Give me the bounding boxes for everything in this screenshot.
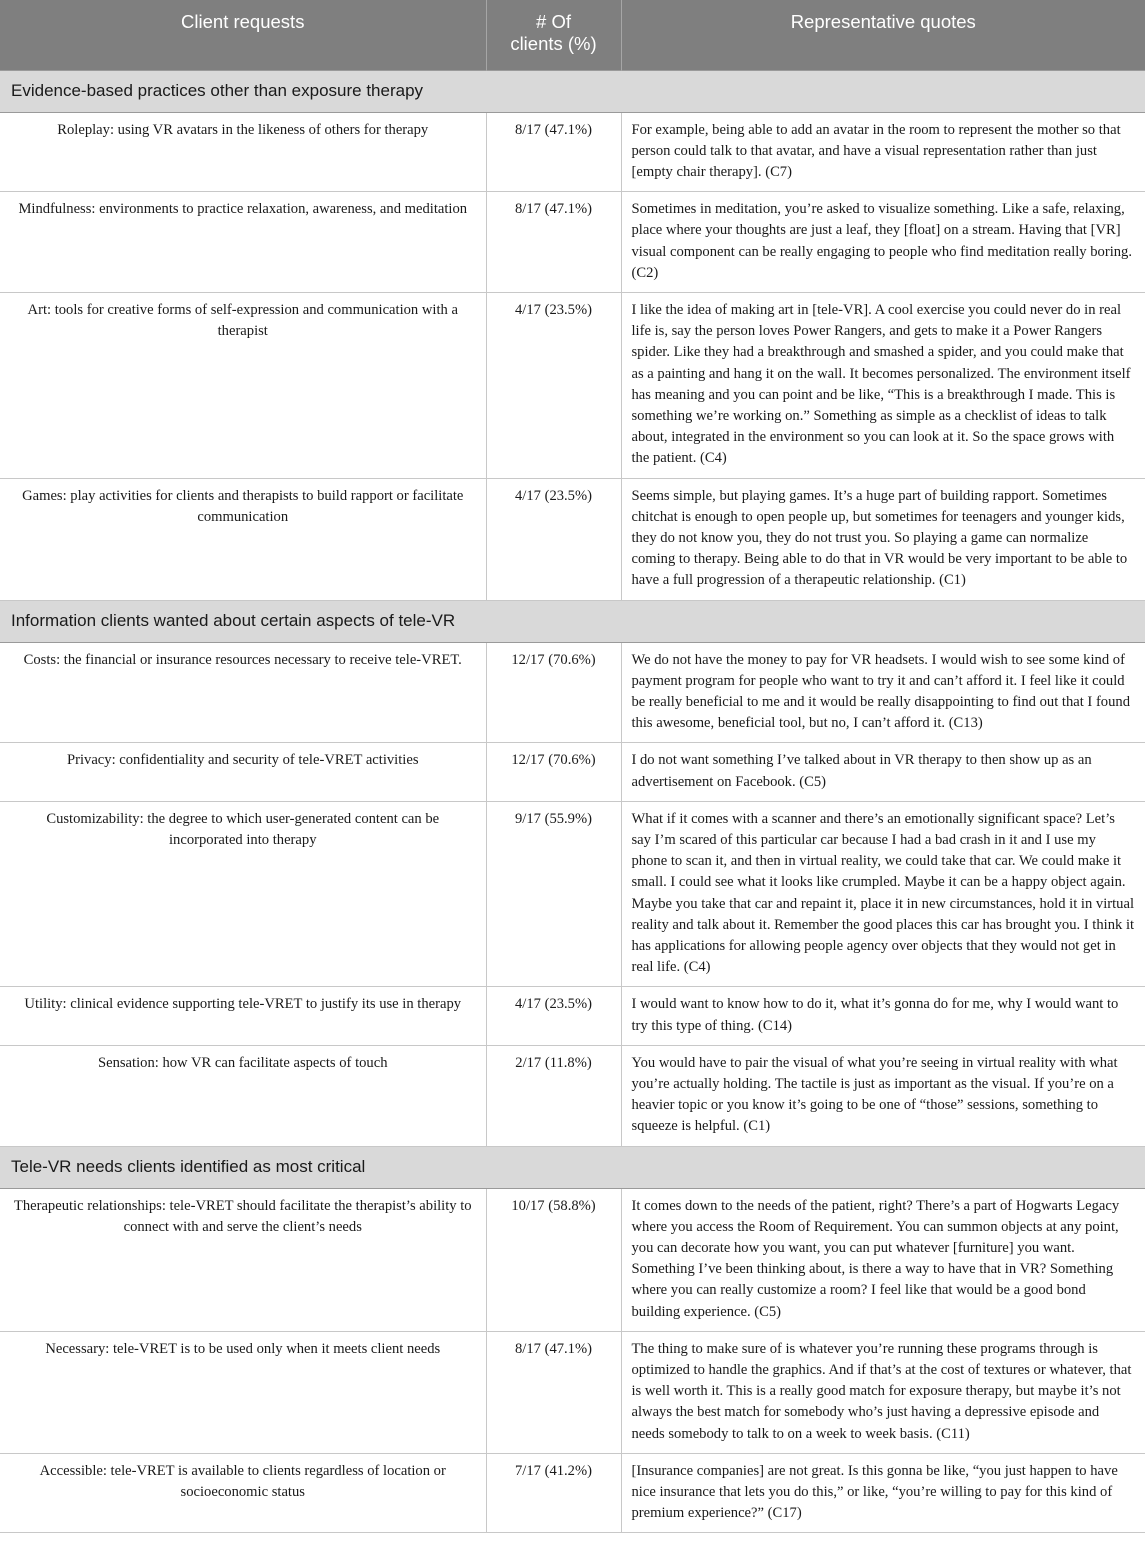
section-header-row bbox=[0, 70, 1145, 112]
client-count-cell: 7/17 (41.2%) bbox=[486, 1453, 621, 1533]
request-cell: Necessary: tele-VRET is to be used only when it meets client needs bbox=[0, 1331, 486, 1453]
request-cell: Privacy: confidentiality and security of tele-VRET activities bbox=[0, 743, 486, 801]
header-num-clients-line1: # Of bbox=[536, 11, 571, 32]
quote-cell: You would have to pair the visual of what you’re seeing in virtual reality with what you’re actually holding. The tactile is just as important as the visual. If you’re on a heavier topic or you know it’s going to be one of “those” sessions, something to squeeze is helpful. (C1) bbox=[621, 1045, 1145, 1146]
table-row bbox=[0, 1453, 1145, 1533]
client-count-cell: 8/17 (47.1%) bbox=[486, 1331, 621, 1453]
request-cell: Sensation: how VR can facilitate aspects of touch bbox=[0, 1045, 486, 1146]
request-cell: Utility: clinical evidence supporting tele-VRET to justify its use in therapy bbox=[0, 987, 486, 1045]
table-row bbox=[0, 192, 1145, 293]
table-row bbox=[0, 743, 1145, 801]
quote-cell: We do not have the money to pay for VR headsets. I would wish to see some kind of payment program for people who want to try it and can’t afford it. I feel like it could be really beneficial to me and it would be really disappointing to find out that I found this awesome, beneficial tool, but no, I can’t afford it. (C13) bbox=[621, 642, 1145, 743]
quote-cell: Sometimes in meditation, you’re asked to visualize something. Like a safe, relaxing, place where your thoughts are just a leaf, they [float] on a stream. Having that [VR] visual component can be really engaging to people who find meditation really boring. (C2) bbox=[621, 192, 1145, 293]
quote-cell: I like the idea of making art in [tele-VR]. A cool exercise you could never do in real life is, say the person loves Power Rangers, and gets to make it a Power Rangers spider. Like they had a breakthrough and smashed a spider, and you could make that as a painting and hang it on the wall. It becomes personalized. The environment itself has meaning and you can point and be like, “This is a breakthrough I made. This is something we’re working on.” Something as simple as a checklist of ideas to talk about, integrated in the environment so you can look at it. So the space grows with the patient. (C4) bbox=[621, 292, 1145, 478]
section-header-row bbox=[0, 600, 1145, 642]
client-count-cell: 8/17 (47.1%) bbox=[486, 192, 621, 293]
table-row bbox=[0, 801, 1145, 987]
section-title: Tele-VR needs clients identified as most critical bbox=[0, 1146, 1145, 1188]
header-num-clients-line2: clients (%) bbox=[510, 33, 597, 54]
quote-cell: The thing to make sure of is whatever you’re running these programs through is optimized to handle the graphics. And if that’s at the cost of textures or whatever, that is well worth it. This is a really good match for exposure therapy, but maybe it’s not always the best match for somebody who’s just having a depressive episode and needs somebody to talk to on a week to week basis. (C11) bbox=[621, 1331, 1145, 1453]
client-count-cell: 12/17 (70.6%) bbox=[486, 642, 621, 743]
table-body bbox=[0, 70, 1145, 1533]
client-count-cell: 4/17 (23.5%) bbox=[486, 987, 621, 1045]
table-row bbox=[0, 1188, 1145, 1331]
quote-cell: It comes down to the needs of the patient, right? There’s a part of Hogwarts Legacy where you access the Room of Requirement. You can summon objects at any point, you can decorate how you want, you can put whatever [furniture] you want. Something I’ve been thinking about, is there a way to have that in VR? Something where you can really customize a room? I feel like that would be a good bond building experience. (C5) bbox=[621, 1188, 1145, 1331]
quote-cell: [Insurance companies] are not great. Is this gonna be like, “you just happen to have nice insurance that lets you do this,” or like, “you’re willing to pay for this kind of premium experience?” (C17) bbox=[621, 1453, 1145, 1533]
quote-cell: For example, being able to add an avatar in the room to represent the mother so that person could talk to that avatar, and have a visual representation rather than just [empty chair therapy]. (C7) bbox=[621, 112, 1145, 192]
header-num-clients bbox=[486, 0, 621, 70]
request-cell: Customizability: the degree to which user-generated content can be incorporated into therapy bbox=[0, 801, 486, 987]
quote-cell: Seems simple, but playing games. It’s a huge part of building rapport. Sometimes chitchat is enough to open people up, but sometimes for teenagers and younger kids, they do not know you, they do not trust you. So playing a game can normalize coming to therapy. Being able to do that in VR would be very important to be able to have a full progression of a therapeutic relationship. (C1) bbox=[621, 478, 1145, 600]
quote-cell: I would want to know how to do it, what it’s gonna do for me, why I would want to try this type of thing. (C14) bbox=[621, 987, 1145, 1045]
client-count-cell: 10/17 (58.8%) bbox=[486, 1188, 621, 1331]
section-title: Information clients wanted about certain aspects of tele-VR bbox=[0, 600, 1145, 642]
section-title: Evidence-based practices other than exposure therapy bbox=[0, 70, 1145, 112]
request-cell: Art: tools for creative forms of self-expression and communication with a therapist bbox=[0, 292, 486, 478]
client-count-cell: 4/17 (23.5%) bbox=[486, 292, 621, 478]
table-row bbox=[0, 478, 1145, 600]
section-header-row bbox=[0, 1146, 1145, 1188]
header-client-requests: Client requests bbox=[0, 0, 486, 70]
table-row bbox=[0, 292, 1145, 478]
table-row bbox=[0, 642, 1145, 743]
table-row bbox=[0, 1045, 1145, 1146]
client-count-cell: 8/17 (47.1%) bbox=[486, 112, 621, 192]
table-row bbox=[0, 112, 1145, 192]
client-count-cell: 9/17 (55.9%) bbox=[486, 801, 621, 987]
quote-cell: I do not want something I’ve talked about in VR therapy to then show up as an advertisement on Facebook. (C5) bbox=[621, 743, 1145, 801]
client-count-cell: 4/17 (23.5%) bbox=[486, 478, 621, 600]
request-cell: Mindfulness: environments to practice relaxation, awareness, and meditation bbox=[0, 192, 486, 293]
request-cell: Costs: the financial or insurance resources necessary to receive tele-VRET. bbox=[0, 642, 486, 743]
quote-cell: What if it comes with a scanner and there’s an emotionally significant space? Let’s say I’m scared of this particular car because I had a bad crash in it and I use my phone to scan it, and then in virtual reality, we could take that car. We could make it small. I could see what it looks like crumpled. Maybe it can be a happy object again. Maybe you take that car and repaint it, place it in new circumstances, hold it in virtual reality and talk about it. Remember the good places this car has brought you. I think it has applications for allowing people agency over objects that they would not get in real life. (C4) bbox=[621, 801, 1145, 987]
request-cell: Games: play activities for clients and therapists to build rapport or facilitate communication bbox=[0, 478, 486, 600]
header-representative-quotes: Representative quotes bbox=[621, 0, 1145, 70]
request-cell: Accessible: tele-VRET is available to clients regardless of location or socioeconomic status bbox=[0, 1453, 486, 1533]
client-count-cell: 12/17 (70.6%) bbox=[486, 743, 621, 801]
table-row bbox=[0, 1331, 1145, 1453]
request-cell: Roleplay: using VR avatars in the likeness of others for therapy bbox=[0, 112, 486, 192]
request-cell: Therapeutic relationships: tele-VRET should facilitate the therapist’s ability to connect with and serve the client’s needs bbox=[0, 1188, 486, 1331]
header-row bbox=[0, 0, 1145, 70]
table-row bbox=[0, 987, 1145, 1045]
client-count-cell: 2/17 (11.8%) bbox=[486, 1045, 621, 1146]
